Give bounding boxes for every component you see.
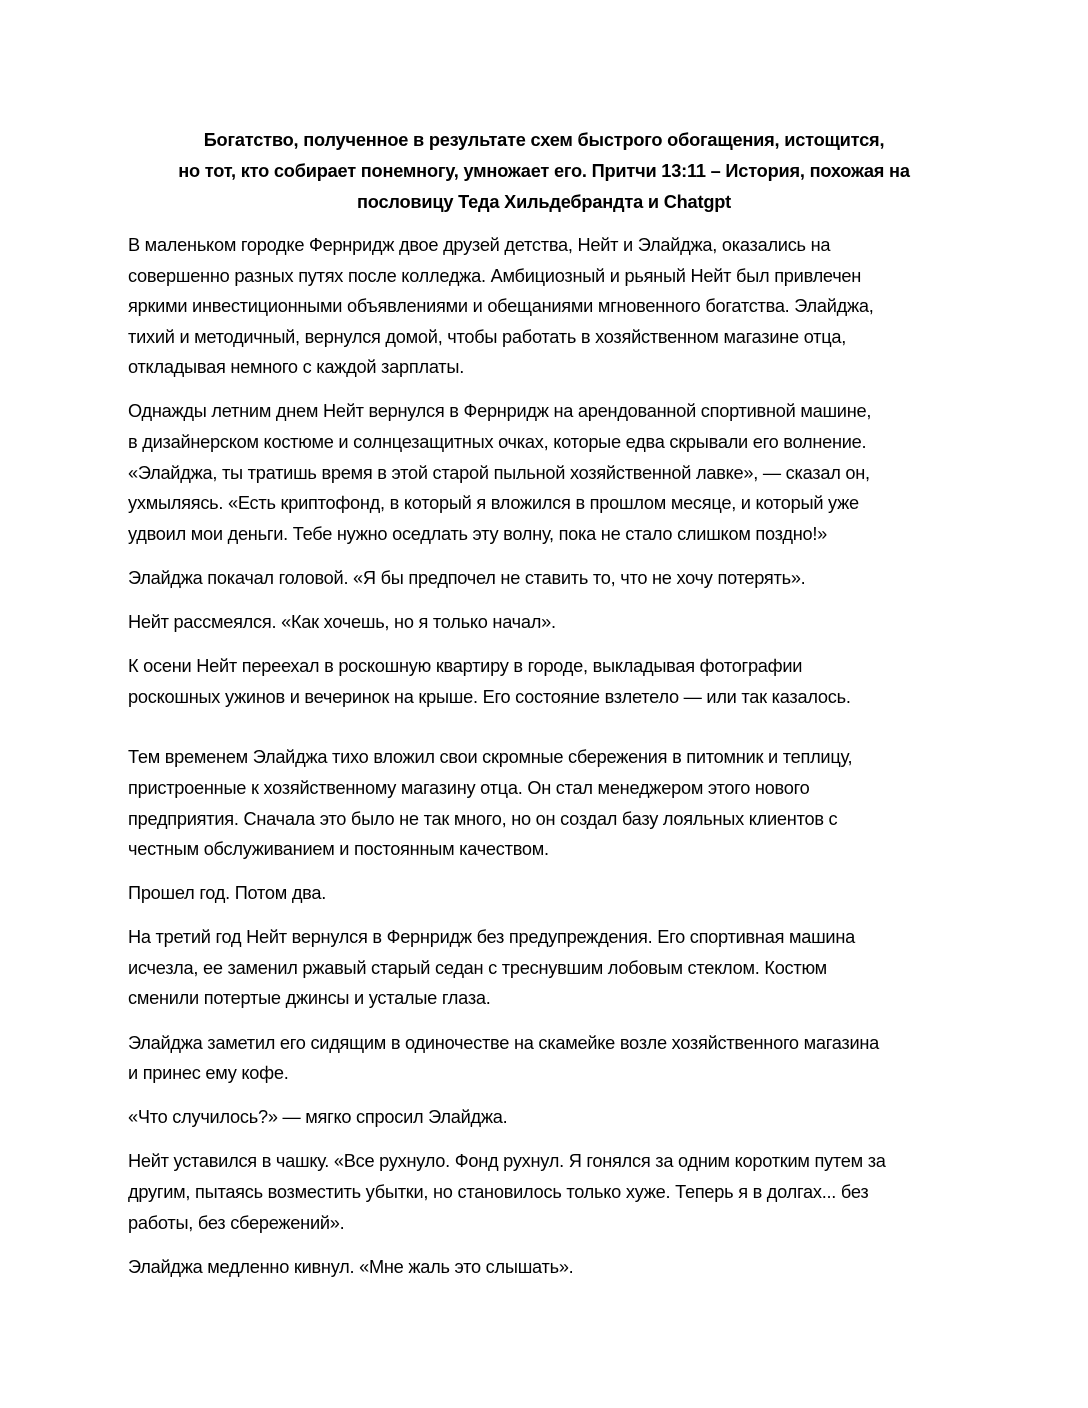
paragraph-elijah-reply	[128, 563, 978, 594]
text-line: К осени Нейт переехал в роскошную квартиру в городе, выкладывая фотографии	[128, 656, 803, 677]
text-line: в дизайнерском костюме и солнцезащитных очках, которые едва скрывали его волнение.	[128, 432, 867, 453]
paragraph-meanwhile	[128, 742, 978, 864]
paragraph-nate-confesses	[128, 1146, 978, 1238]
text-line: откладывая немного с каждой зарплаты.	[128, 357, 464, 378]
text-line: удвоил мои деньги. Тебе нужно оседлать эту волну, пока не стало слишком поздно!»	[128, 523, 828, 544]
title-line: Богатство, полученное в результате схем быстрого обогащения, истощится,	[203, 130, 885, 150]
text-line: В маленьком городке Фернридж двое друзей детства, Нейт и Элайджа, оказались на	[128, 235, 831, 255]
text-line: пристроенные к хозяйственному магазину отца. Он стал менеджером этого нового	[128, 777, 810, 798]
title-line: но тот, кто собирает понемногу, умножает его. Притчи 13:11 – История, похожая на	[178, 161, 910, 181]
paragraph-years-pass	[128, 878, 978, 909]
text-line: «Что случилось?» — мягко спросил Элайджа.	[128, 1107, 508, 1128]
text-line: работы, без сбережений».	[128, 1212, 345, 1233]
paragraph-elijah-sorry	[128, 1252, 978, 1283]
title-line: пословицу Теда Хильдебрандта и Chatgpt	[357, 192, 731, 212]
text-line: Однажды летним днем Нейт вернулся в Фернридж на арендованной спортивной машине,	[128, 401, 872, 422]
text-line: и принес ему кофе.	[128, 1063, 289, 1084]
text-line: Нейт уставился в чашку. «Все рухнуло. Фонд рухнул. Я гонялся за одним коротким путем за	[128, 1151, 886, 1172]
document-body	[128, 230, 978, 1296]
paragraph-what-happened	[128, 1102, 978, 1133]
paragraph-third-year	[128, 922, 978, 1014]
text-line: роскошных ужинов и вечеринок на крыше. Его состояние взлетело — или так казалось.	[128, 686, 851, 707]
text-line: Нейт рассмеялся. «Как хочешь, но я только начал».	[128, 612, 556, 633]
text-line: Элайджа заметил его сидящим в одиночестве на скамейке возле хозяйственного магазина	[128, 1032, 880, 1053]
paragraph-nate-laughs	[128, 607, 978, 638]
text-line: предприятия. Сначала это было не так много, но он создал базу лояльных клиентов с	[128, 808, 838, 829]
text-line: «Элайджа, ты тратишь время в этой старой пыльной хозяйственной лавке», — сказал он,	[128, 462, 870, 483]
text-line: яркими инвестиционными объявлениями и обещаниями мгновенного богатства. Элайджа,	[128, 296, 874, 317]
text-line: Элайджа медленно кивнул. «Мне жаль это слышать».	[128, 1256, 574, 1277]
document-title	[120, 125, 968, 218]
text-line: честным обслуживанием и постоянным качеством.	[128, 839, 549, 860]
text-line: Тем временем Элайджа тихо вложил свои скромные сбережения в питомник и теплицу,	[128, 747, 853, 768]
paragraph-nate-returns	[128, 396, 978, 549]
paragraph-autumn	[128, 651, 978, 712]
text-line: исчезла, ее заменил ржавый старый седан с треснувшим лобовым стеклом. Костюм	[128, 957, 827, 978]
text-line: другим, пытаясь возместить убытки, но становилось только хуже. Теперь я в долгах... без	[128, 1181, 869, 1202]
text-line: совершенно разных путях после колледжа. Амбициозный и рьяный Нейт был привлечен	[128, 265, 862, 286]
text-line: тихий и методичный, вернулся домой, чтобы работать в хозяйственном магазине отца,	[128, 326, 847, 347]
paragraph-intro	[128, 230, 978, 383]
text-line: Прошел год. Потом два.	[128, 883, 327, 904]
text-line: сменили потертые джинсы и усталые глаза.	[128, 988, 491, 1009]
text-line: На третий год Нейт вернулся в Фернридж без предупреждения. Его спортивная машина	[128, 927, 855, 948]
text-line: ухмыляясь. «Есть криптофонд, в который я вложился в прошлом месяце, и который уже	[128, 493, 859, 514]
text-line: Элайджа покачал головой. «Я бы предпочел не ставить то, что не хочу потерять».	[128, 567, 806, 588]
paragraph-elijah-notices	[128, 1028, 978, 1089]
